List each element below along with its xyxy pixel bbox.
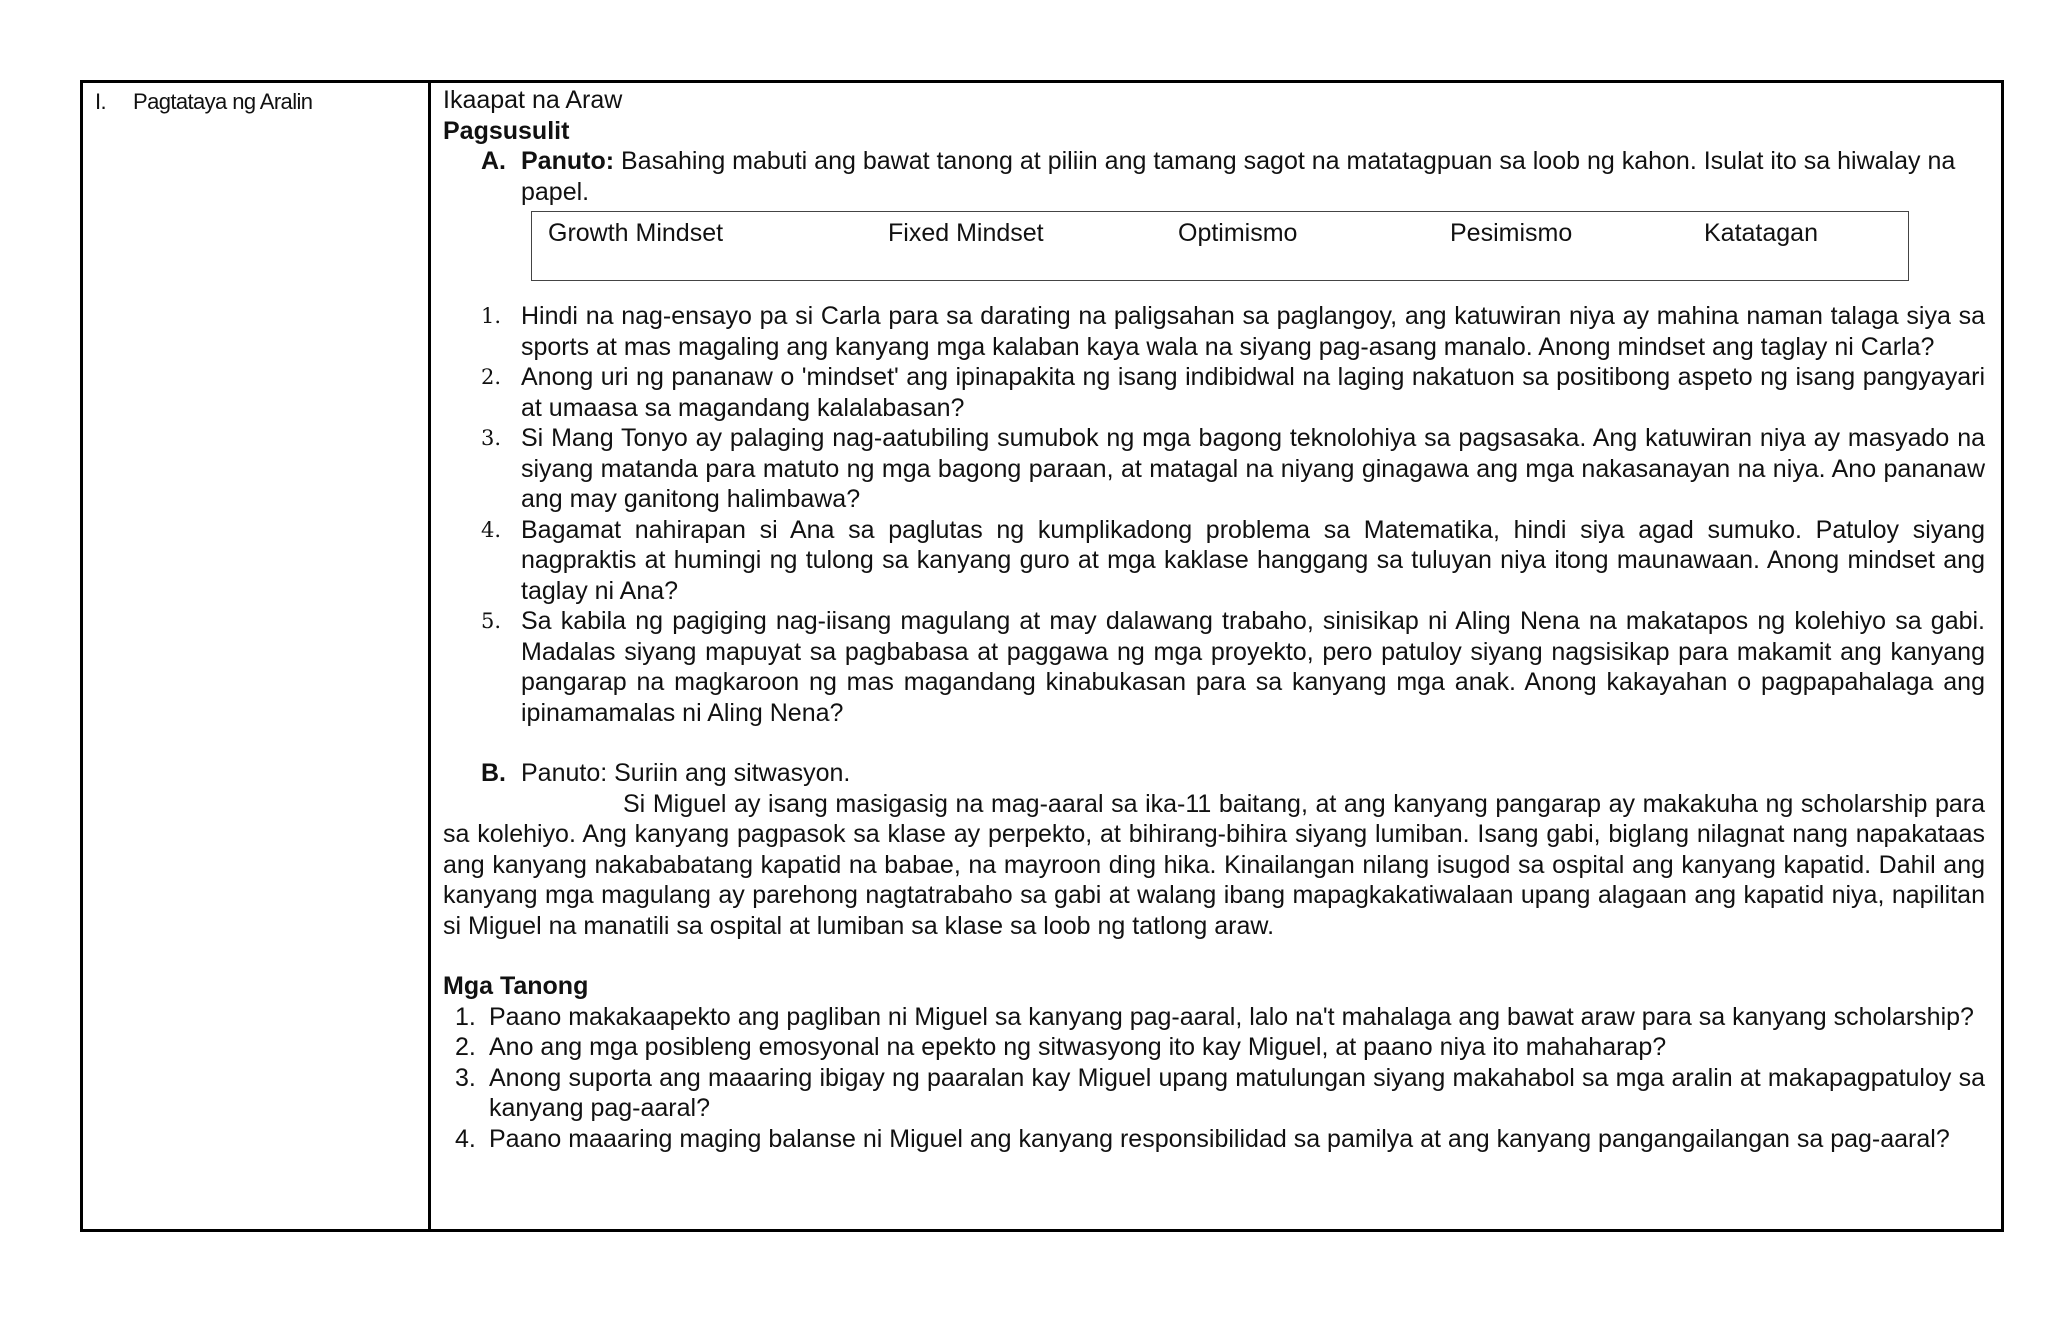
section-label-cell xyxy=(83,83,431,1229)
section-a-letter: A. xyxy=(481,147,506,175)
content-cell xyxy=(431,83,2001,1229)
question-text: Anong suporta ang maaaring ibigay ng paaralan kay Miguel upang matulungan siyang makahabol sa mga aralin at makapagpatuloy sa kanyang pag-aaral? xyxy=(489,1063,1985,1122)
section-number: I. xyxy=(95,89,107,114)
day-label: Ikaapat na Araw xyxy=(443,86,623,114)
question-number: 3. xyxy=(455,1063,476,1092)
section-a-text: Basahing mabuti ang bawat tanong at piliin ang tamang sagot na matatagpuan sa loob ng kahon. Isulat ito sa hiwalay na papel. xyxy=(521,147,1956,206)
question-text: Paano maaaring maging balanse ni Miguel ang kanyang responsibilidad sa pamilya at ang kanyang pangangailangan sa pag-aaral? xyxy=(489,1124,1950,1153)
answer-choices-box xyxy=(531,211,1909,281)
list-item xyxy=(443,515,1985,607)
question-number: 4. xyxy=(455,1124,476,1153)
question-number: 2. xyxy=(455,1033,476,1061)
lesson-table xyxy=(80,80,2004,1232)
question-number: 1. xyxy=(481,304,502,328)
question-text: Sa kabila ng pagiging nag-iisang magulang at may dalawang trabaho, sinisikap ni Aling Nena na makatapos ng kolehiyo sa gabi. Madalas siyang mapuyat sa pagbabasa at paggawa ng mga proyekto, pero patuloy siyang nagsisikap para makamit ang kanyang pangarap na magkaroon ng mas magandang kinabukasan para sa kanyang mga anak. Anong kakayahan o pagpapahalaga ang ipinamamalas ni Aling Nena? xyxy=(521,607,1985,727)
question-text: Hindi na nag-ensayo pa si Carla para sa darating na paligsahan sa paglangoy, ang katuwiran niya ay mahina naman talaga siya sa sports at mas magaling ang kanyang mga kalaban kaya wala na siyang pag-asang manalo. Anong mindset ang taglay ni Carla? xyxy=(521,302,1985,361)
question-text: Bagamat nahirapan si Ana sa paglutas ng kumplikadong problema sa Matematika, hindi siya agad sumuko. Patuloy siyang nagpraktis at humingi ng tulong sa kanyang guro at mga kaklase hanggang sa tuluyan niya itong maunawaan. Anong mindset ang taglay ni Ana? xyxy=(521,515,1985,605)
questions-heading: Mga Tanong xyxy=(443,972,589,1000)
list-item xyxy=(443,1002,1985,1033)
question-number: 1. xyxy=(455,1002,476,1031)
question-number: 5. xyxy=(481,609,502,633)
choice-optimismo: Optimismo xyxy=(1178,219,1298,247)
question-number: 4. xyxy=(481,517,502,542)
question-text: Ano ang mga posibleng emosyonal na epekto ng sitwasyong ito kay Miguel, at paano niya ito mahaharap? xyxy=(489,1033,1667,1061)
section-b xyxy=(481,758,1985,789)
choice-fixed-mindset: Fixed Mindset xyxy=(888,219,1044,247)
question-text: Si Mang Tonyo ay palaging nag-aatubiling sumubok ng mga bagong teknolohiya sa pagsasaka. Ang katuwiran niya ay masyado na siyang matanda para matuto ng mga bagong paraan, at matagal na niyang ginagawa ang mga nakasanayan na niya. Ano pananaw ang may ganitong halimbawa? xyxy=(521,424,1985,513)
choice-growth-mindset: Growth Mindset xyxy=(548,219,724,247)
section-a-instruction xyxy=(521,146,1985,207)
choice-pesimismo: Pesimismo xyxy=(1450,219,1573,247)
choice-katatagan: Katatagan xyxy=(1704,219,1818,247)
section-b-letter: B. xyxy=(481,759,506,787)
reflection-questions xyxy=(443,1002,1985,1155)
list-item xyxy=(443,423,1985,515)
question-number: 3. xyxy=(481,426,502,450)
situation-paragraph: Si Miguel ay isang masigasig na mag-aaral sa ika-11 baitang, at ang kanyang pangarap ay makakuha ng scholarship para sa kolehiyo. Ang kanyang pagpasok sa klase ay perpekto, at bihirang-bihira siyang lumiban. Isang gabi, biglang nilagnat nang napakataas ang kanyang nakababatang kapatid na babae, na mayroon ding hika. Kinailangan nilang isugod sa ospital ang kanyang kapatid. Dahil ang kanyang mga magulang ay parehong nagtatrabaho sa gabi at walang ibang mapagkakatiwalaan upang alagaan ang kapatid niya, napilitan si Miguel na manatili sa ospital at lumiban sa klase sa loob ng tatlong araw. xyxy=(443,789,1985,940)
list-item xyxy=(443,301,1985,362)
list-item xyxy=(443,1032,1985,1063)
question-text: Paano makakaapekto ang pagliban ni Miguel sa kanyang pag-aaral, lalo na't mahalaga ang bawat araw para sa kanyang scholarship? xyxy=(489,1002,1974,1031)
section-b-instruction: Panuto: Suriin ang sitwasyon. xyxy=(521,759,851,787)
list-item xyxy=(443,362,1985,423)
section-title: Pagtataya ng Aralin xyxy=(133,89,313,114)
list-item xyxy=(443,1063,1985,1124)
question-number: 2. xyxy=(481,365,502,389)
section-a-questions xyxy=(443,301,1985,728)
test-heading: Pagsusulit xyxy=(443,116,570,145)
section-a-label: Panuto: xyxy=(521,147,615,175)
section-a xyxy=(481,146,1985,207)
question-text: Anong uri ng pananaw o 'mindset' ang ipinapakita ng isang indibidwal na laging nakatuon sa positibong aspeto ng isang pangyayari at umaasa sa magandang kalalabasan? xyxy=(521,363,1985,422)
list-item xyxy=(443,606,1985,728)
list-item xyxy=(443,1124,1985,1155)
